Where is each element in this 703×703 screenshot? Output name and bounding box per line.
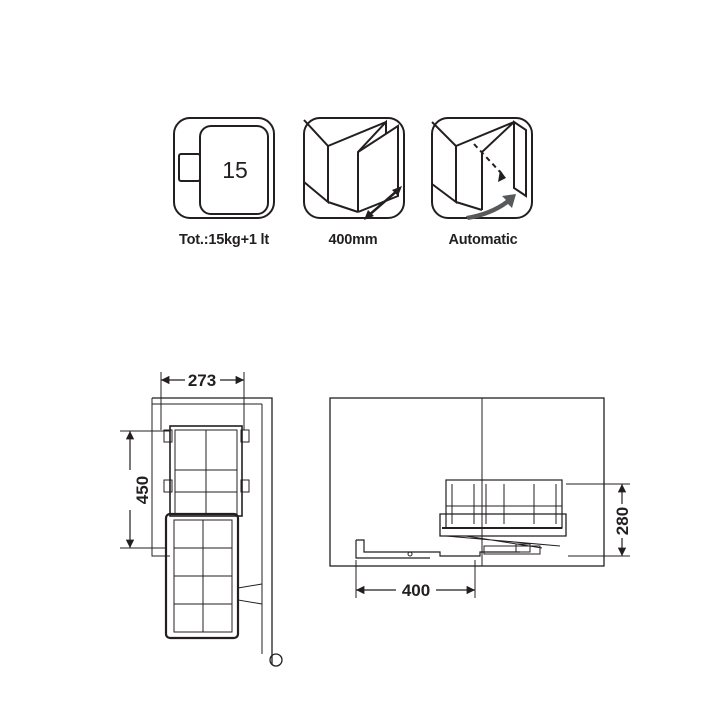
front-view-drawing bbox=[330, 398, 630, 598]
width-caption: 400mm bbox=[328, 232, 378, 248]
side-depth-dimension: 450 bbox=[133, 475, 152, 505]
front-width-dimension: 400 bbox=[401, 581, 431, 600]
top-width-dimension: 273 bbox=[187, 371, 217, 390]
closing-caption: Automatic bbox=[448, 232, 518, 248]
capacity-caption: Tot.:15kg+1 lt bbox=[179, 232, 269, 248]
front-height-dimension: 280 bbox=[613, 506, 632, 536]
top-view-drawing bbox=[120, 372, 282, 666]
capacity-value: 15 bbox=[222, 157, 248, 183]
